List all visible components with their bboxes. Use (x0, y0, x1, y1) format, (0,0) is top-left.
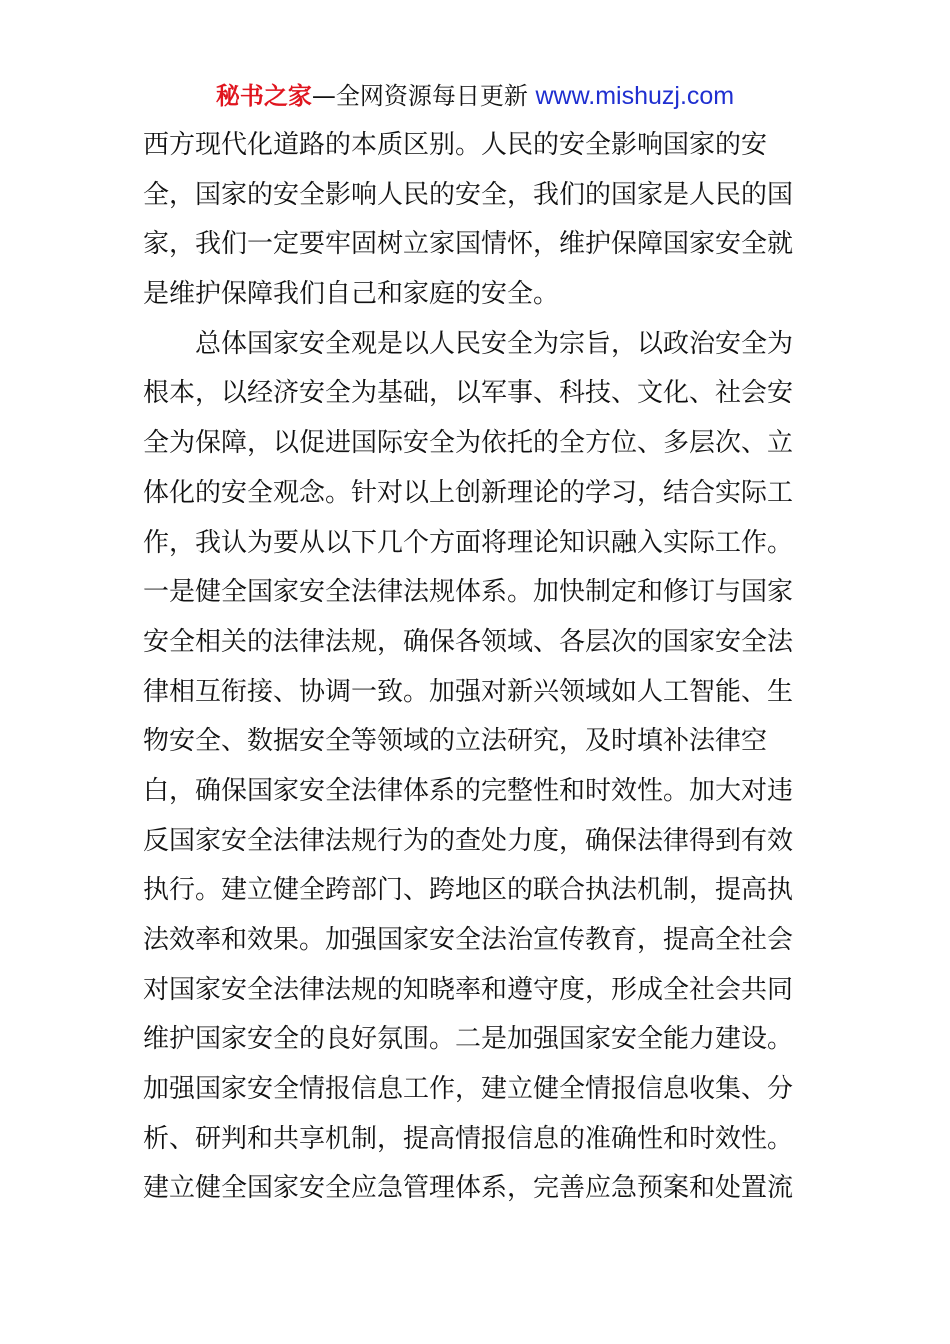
document-body (143, 121, 808, 1214)
text-line: 西方现代化道路的本质区别。人民的安全影响国家的安 (143, 130, 768, 160)
text-line: 总体国家安全观是以人民安全为宗旨，以政治安全为 (143, 328, 794, 359)
text-line: 物安全、数据安全等领域的立法研究，及时填补法律空 (143, 726, 768, 757)
text-line: 作，我认为要从以下几个方面将理论知识融入实际工作。 (143, 527, 794, 558)
site-url-link[interactable]: www.mishuzj.com (535, 82, 735, 110)
text-line: 法效率和效果。加强国家安全法治宣传教育，提高全社会 (143, 925, 794, 955)
text-line: 反国家安全法律法规行为的查处力度，确保法律得到有效 (143, 825, 794, 856)
text-line: 加强国家安全情报信息工作，建立健全情报信息收集、分 (143, 1074, 794, 1105)
page-header (0, 78, 950, 114)
text-line: 是维护保障我们自己和家庭的安全。 (143, 279, 560, 310)
text-line: 体化的安全观念。针对以上创新理论的学习，结合实际工 (143, 477, 794, 508)
text-line: 律相互衔接、协调一致。加强对新兴领域如人工智能、生 (143, 676, 794, 707)
site-tagline: —全网资源每日更新 (311, 82, 528, 110)
site-brand: 秘书之家 (215, 82, 312, 110)
text-line: 全，国家的安全影响人民的安全，我们的国家是人民的国 (143, 179, 794, 210)
text-line: 一是健全国家安全法律法规体系。加快制定和修订与国家 (143, 577, 794, 608)
text-line: 白，确保国家安全法律体系的完整性和时效性。加大对违 (143, 775, 794, 806)
text-line: 维护国家安全的良好氛围。二是加强国家安全能力建设。 (143, 1024, 794, 1055)
text-line: 建立健全国家安全应急管理体系，完善应急预案和处置流 (143, 1173, 794, 1204)
text-line: 对国家安全法律法规的知晓率和遵守度，形成全社会共同 (143, 974, 794, 1005)
text-line: 安全相关的法律法规，确保各领域、各层次的国家安全法 (143, 626, 794, 657)
text-line: 根本，以经济安全为基础，以军事、科技、文化、社会安 (143, 378, 794, 409)
text-line: 析、研判和共享机制，提高情报信息的准确性和时效性。 (143, 1123, 794, 1154)
text-line: 执行。建立健全跨部门、跨地区的联合执法机制，提高执 (143, 875, 794, 906)
text-line: 家，我们一定要牢固树立家国情怀，维护保障国家安全就 (143, 229, 794, 260)
text-line: 全为保障，以促进国际安全为依托的全方位、多层次、立 (143, 428, 794, 459)
